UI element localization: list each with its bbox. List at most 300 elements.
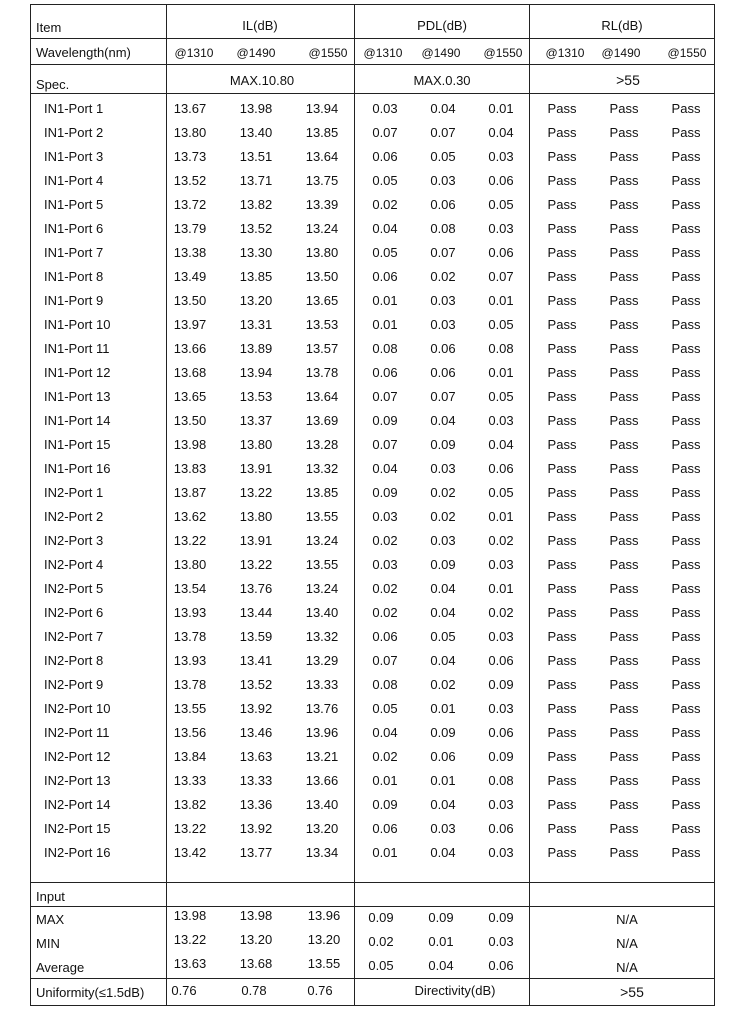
cell-pdl-1490: 0.09 [430,725,456,740]
cell-rl-1550: Pass [671,581,701,596]
cell-pdl-1310: 0.05 [372,173,398,188]
cell-rl-1490: Pass [609,677,639,692]
cell-il-1490: 13.59 [239,629,273,644]
cell-rl-1550: Pass [671,317,701,332]
cell-pdl-1490: 0.07 [430,389,456,404]
cell-pdl-1550: 0.01 [488,581,514,596]
cell-rl-1310: Pass [547,197,577,212]
port-label: IN1-Port 12 [44,365,111,380]
cell-il-1490: 13.33 [239,773,273,788]
cell-il-1550: 13.24 [305,581,339,596]
cell-pdl-1310: 0.07 [372,653,398,668]
cell-rl-1490: Pass [609,653,639,668]
max-pdl-1310: 0.09 [368,910,394,925]
cell-pdl-1490: 0.02 [430,509,456,524]
cell-il-1310: 13.98 [173,437,207,452]
cell-il-1490: 13.80 [239,509,273,524]
port-label: IN1-Port 3 [44,149,104,164]
cell-rl-1310: Pass [547,365,577,380]
cell-il-1490: 13.52 [239,677,273,692]
directivity-value: >55 [620,984,644,1000]
cell-il-1550: 13.57 [305,341,339,356]
cell-pdl-1550: 0.09 [488,749,514,764]
cell-rl-1310: Pass [547,509,577,524]
cell-rl-1310: Pass [547,317,577,332]
cell-rl-1490: Pass [609,245,639,260]
cell-il-1310: 13.50 [173,293,207,308]
cell-pdl-1310: 0.06 [372,149,398,164]
cell-rl-1490: Pass [609,341,639,356]
cell-rl-1550: Pass [671,197,701,212]
cell-pdl-1490: 0.09 [430,557,456,572]
avg-il-1550: 13.55 [307,956,341,971]
cell-il-1490: 13.46 [239,725,273,740]
cell-pdl-1490: 0.06 [430,197,456,212]
cell-rl-1550: Pass [671,221,701,236]
cell-rl-1490: Pass [609,389,639,404]
port-label: IN2-Port 14 [44,797,111,812]
header-spec: Spec. [36,77,70,92]
port-label: IN1-Port 6 [44,221,104,236]
cell-pdl-1550: 0.01 [488,365,514,380]
cell-rl-1310: Pass [547,245,577,260]
port-label: IN2-Port 2 [44,509,104,524]
table-border-right [714,4,715,1006]
cell-pdl-1550: 0.05 [488,197,514,212]
cell-pdl-1490: 0.03 [430,821,456,836]
cell-il-1310: 13.65 [173,389,207,404]
cell-il-1490: 13.92 [239,821,273,836]
cell-il-1490: 13.82 [239,197,273,212]
port-label: IN1-Port 11 [44,341,110,356]
cell-rl-1490: Pass [609,557,639,572]
cell-pdl-1310: 0.01 [372,317,398,332]
cell-rl-1310: Pass [547,461,577,476]
cell-rl-1310: Pass [547,101,577,116]
cell-rl-1490: Pass [609,845,639,860]
cell-il-1550: 13.29 [305,653,339,668]
cell-il-1550: 13.39 [305,197,339,212]
cell-pdl-1310: 0.03 [372,509,398,524]
cell-il-1310: 13.93 [173,605,207,620]
cell-rl-1310: Pass [547,437,577,452]
cell-rl-1550: Pass [671,389,701,404]
cell-rl-1490: Pass [609,749,639,764]
column-divider-pdl [354,4,355,1006]
cell-pdl-1490: 0.07 [430,245,456,260]
cell-rl-1550: Pass [671,677,701,692]
cell-rl-1310: Pass [547,581,577,596]
cell-il-1310: 13.67 [173,101,207,116]
cell-il-1310: 13.62 [173,509,207,524]
cell-il-1550: 13.28 [305,437,339,452]
max-il-1490: 13.98 [239,908,273,923]
cell-il-1310: 13.22 [173,821,207,836]
cell-il-1310: 13.83 [173,461,207,476]
avg-pdl-1310: 0.05 [368,958,394,973]
cell-il-1550: 13.21 [305,749,339,764]
cell-rl-1550: Pass [671,461,701,476]
cell-pdl-1550: 0.03 [488,149,514,164]
cell-pdl-1550: 0.03 [488,629,514,644]
cell-rl-1490: Pass [609,605,639,620]
cell-il-1310: 13.78 [173,677,207,692]
cell-pdl-1550: 0.01 [488,509,514,524]
cell-pdl-1490: 0.04 [430,413,456,428]
cell-pdl-1550: 0.05 [488,389,514,404]
cell-il-1550: 13.69 [305,413,339,428]
cell-il-1490: 13.22 [239,557,273,572]
cell-rl-1490: Pass [609,317,639,332]
max-pdl-1550: 0.09 [488,910,514,925]
cell-rl-1550: Pass [671,845,701,860]
max-il-1310: 13.98 [173,908,207,923]
cell-rl-1490: Pass [609,173,639,188]
cell-pdl-1310: 0.03 [372,557,398,572]
cell-pdl-1550: 0.03 [488,413,514,428]
cell-il-1490: 13.94 [239,365,273,380]
il-wl-1310: @1310 [174,46,214,60]
cell-rl-1550: Pass [671,101,701,116]
cell-pdl-1490: 0.03 [430,533,456,548]
min-rl: N/A [616,936,638,951]
cell-il-1490: 13.20 [239,293,273,308]
cell-il-1490: 13.36 [239,797,273,812]
cell-pdl-1490: 0.08 [430,221,456,236]
cell-rl-1550: Pass [671,701,701,716]
cell-rl-1550: Pass [671,125,701,140]
input-label: Input [36,889,65,904]
cell-pdl-1490: 0.05 [430,149,456,164]
avg-pdl-1550: 0.06 [488,958,514,973]
cell-rl-1490: Pass [609,101,639,116]
cell-rl-1490: Pass [609,149,639,164]
cell-pdl-1550: 0.05 [488,485,514,500]
cell-pdl-1490: 0.04 [430,797,456,812]
cell-pdl-1310: 0.06 [372,821,398,836]
cell-il-1310: 13.68 [173,365,207,380]
cell-rl-1550: Pass [671,749,701,764]
cell-rl-1310: Pass [547,845,577,860]
min-il-1490: 13.20 [239,932,273,947]
cell-il-1310: 13.22 [173,533,207,548]
cell-il-1310: 13.72 [173,197,207,212]
cell-pdl-1310: 0.02 [372,749,398,764]
cell-il-1490: 13.91 [239,461,273,476]
cell-rl-1490: Pass [609,197,639,212]
cell-rl-1550: Pass [671,797,701,812]
cell-il-1310: 13.49 [173,269,207,284]
cell-rl-1550: Pass [671,629,701,644]
cell-il-1310: 13.97 [173,317,207,332]
cell-pdl-1550: 0.03 [488,557,514,572]
cell-pdl-1310: 0.01 [372,773,398,788]
port-label: IN2-Port 16 [44,845,111,860]
cell-rl-1310: Pass [547,725,577,740]
pdl-wl-1310: @1310 [363,46,403,60]
uniformity-il-1550: 0.76 [307,983,333,998]
rl-wl-1310: @1310 [545,46,585,60]
cell-rl-1310: Pass [547,533,577,548]
pdl-wl-1550: @1550 [483,46,523,60]
cell-pdl-1310: 0.01 [372,293,398,308]
cell-rl-1550: Pass [671,341,701,356]
cell-il-1550: 13.53 [305,317,339,332]
cell-pdl-1550: 0.09 [488,677,514,692]
cell-pdl-1490: 0.06 [430,365,456,380]
cell-rl-1550: Pass [671,773,701,788]
column-divider-rl [529,4,530,1006]
cell-il-1490: 13.98 [239,101,273,116]
row-divider-summary [30,906,715,907]
cell-pdl-1490: 0.04 [430,581,456,596]
cell-pdl-1310: 0.07 [372,125,398,140]
cell-rl-1550: Pass [671,485,701,500]
cell-il-1490: 13.77 [239,845,273,860]
cell-pdl-1310: 0.04 [372,461,398,476]
cell-il-1550: 13.24 [305,221,339,236]
avg-il-1310: 13.63 [173,956,207,971]
cell-pdl-1550: 0.03 [488,845,514,860]
cell-rl-1550: Pass [671,293,701,308]
header-rl: RL(dB) [601,18,643,33]
cell-pdl-1490: 0.04 [430,605,456,620]
port-label: IN1-Port 8 [44,269,104,284]
cell-pdl-1490: 0.04 [430,845,456,860]
cell-il-1550: 13.40 [305,605,339,620]
cell-pdl-1310: 0.07 [372,437,398,452]
header-wavelength: Wavelength(nm) [36,45,131,60]
port-label: IN2-Port 1 [44,485,104,500]
rl-wl-1490: @1490 [601,46,641,60]
cell-il-1310: 13.56 [173,725,207,740]
cell-il-1310: 13.66 [173,341,207,356]
cell-rl-1310: Pass [547,125,577,140]
max-rl: N/A [616,912,638,927]
port-label: IN1-Port 10 [44,317,111,332]
cell-il-1490: 13.71 [239,173,273,188]
cell-pdl-1310: 0.02 [372,605,398,620]
cell-pdl-1550: 0.08 [488,773,514,788]
cell-rl-1310: Pass [547,389,577,404]
cell-il-1310: 13.82 [173,797,207,812]
cell-pdl-1310: 0.02 [372,197,398,212]
port-label: IN1-Port 9 [44,293,104,308]
cell-il-1310: 13.38 [173,245,207,260]
cell-il-1550: 13.85 [305,485,339,500]
cell-pdl-1310: 0.07 [372,389,398,404]
cell-rl-1550: Pass [671,269,701,284]
row-divider-spec [30,93,715,94]
cell-il-1490: 13.80 [239,437,273,452]
cell-rl-1310: Pass [547,221,577,236]
port-label: IN2-Port 9 [44,677,104,692]
cell-rl-1490: Pass [609,509,639,524]
cell-il-1490: 13.89 [239,341,273,356]
cell-rl-1310: Pass [547,605,577,620]
min-il-1550: 13.20 [307,932,341,947]
cell-rl-1310: Pass [547,629,577,644]
pdl-spec: MAX.0.30 [413,73,471,88]
cell-il-1550: 13.80 [305,245,339,260]
port-label: IN2-Port 5 [44,581,104,596]
cell-il-1490: 13.91 [239,533,273,548]
cell-il-1490: 13.51 [239,149,273,164]
row-divider-header [30,38,715,39]
header-il: IL(dB) [242,18,278,33]
cell-rl-1310: Pass [547,485,577,500]
cell-il-1550: 13.20 [305,821,339,836]
cell-rl-1310: Pass [547,653,577,668]
cell-pdl-1550: 0.06 [488,173,514,188]
max-label: MAX [36,912,65,927]
cell-rl-1550: Pass [671,149,701,164]
cell-pdl-1490: 0.07 [430,125,456,140]
cell-il-1550: 13.66 [305,773,339,788]
cell-il-1550: 13.55 [305,557,339,572]
cell-pdl-1490: 0.02 [430,485,456,500]
cell-pdl-1550: 0.06 [488,461,514,476]
cell-rl-1310: Pass [547,293,577,308]
cell-il-1550: 13.40 [305,797,339,812]
port-label: IN2-Port 6 [44,605,104,620]
cell-pdl-1550: 0.03 [488,797,514,812]
cell-il-1550: 13.76 [305,701,339,716]
cell-il-1550: 13.34 [305,845,339,860]
cell-rl-1310: Pass [547,701,577,716]
cell-pdl-1550: 0.06 [488,725,514,740]
cell-rl-1490: Pass [609,365,639,380]
port-label: IN1-Port 15 [44,437,111,452]
row-divider-wavelength [30,64,715,65]
cell-il-1550: 13.78 [305,365,339,380]
min-il-1310: 13.22 [173,932,207,947]
pdl-wl-1490: @1490 [421,46,461,60]
avg-rl: N/A [616,960,638,975]
cell-pdl-1490: 0.02 [430,677,456,692]
cell-rl-1490: Pass [609,269,639,284]
cell-il-1490: 13.85 [239,269,273,284]
min-pdl-1550: 0.03 [488,934,514,949]
cell-rl-1310: Pass [547,821,577,836]
cell-pdl-1310: 0.06 [372,269,398,284]
cell-rl-1490: Pass [609,797,639,812]
cell-pdl-1310: 0.08 [372,341,398,356]
cell-il-1310: 13.50 [173,413,207,428]
cell-rl-1550: Pass [671,821,701,836]
cell-rl-1310: Pass [547,173,577,188]
cell-rl-1310: Pass [547,413,577,428]
max-il-1550: 13.96 [307,908,341,923]
cell-pdl-1490: 0.06 [430,749,456,764]
cell-il-1310: 13.42 [173,845,207,860]
cell-pdl-1550: 0.03 [488,701,514,716]
cell-il-1490: 13.63 [239,749,273,764]
cell-pdl-1310: 0.02 [372,581,398,596]
max-pdl-1490: 0.09 [428,910,454,925]
cell-rl-1550: Pass [671,365,701,380]
cell-rl-1490: Pass [609,461,639,476]
cell-rl-1310: Pass [547,749,577,764]
port-label: IN1-Port 2 [44,125,104,140]
cell-rl-1310: Pass [547,269,577,284]
cell-pdl-1310: 0.06 [372,629,398,644]
cell-il-1550: 13.94 [305,101,339,116]
cell-il-1310: 13.84 [173,749,207,764]
rl-spec: >55 [616,72,640,88]
port-label: IN1-Port 7 [44,245,104,260]
cell-pdl-1490: 0.04 [430,653,456,668]
cell-rl-1550: Pass [671,245,701,260]
cell-il-1490: 13.22 [239,485,273,500]
cell-pdl-1550: 0.03 [488,221,514,236]
cell-rl-1550: Pass [671,509,701,524]
cell-il-1490: 13.31 [239,317,273,332]
table-border-left [30,4,31,1006]
il-wl-1550: @1550 [308,46,348,60]
cell-rl-1310: Pass [547,677,577,692]
directivity-label: Directivity(dB) [414,983,496,998]
cell-rl-1490: Pass [609,125,639,140]
cell-pdl-1310: 0.06 [372,365,398,380]
cell-rl-1490: Pass [609,725,639,740]
port-label: IN2-Port 3 [44,533,104,548]
cell-rl-1310: Pass [547,797,577,812]
port-label: IN1-Port 4 [44,173,104,188]
cell-rl-1310: Pass [547,773,577,788]
cell-pdl-1550: 0.02 [488,605,514,620]
cell-pdl-1490: 0.09 [430,437,456,452]
cell-pdl-1550: 0.01 [488,101,514,116]
cell-pdl-1310: 0.04 [372,725,398,740]
cell-rl-1490: Pass [609,581,639,596]
cell-rl-1310: Pass [547,557,577,572]
min-pdl-1310: 0.02 [368,934,394,949]
uniformity-il-1310: 0.76 [171,983,197,998]
port-label: IN2-Port 11 [44,725,110,740]
cell-pdl-1550: 0.04 [488,125,514,140]
cell-rl-1490: Pass [609,821,639,836]
il-wl-1490: @1490 [236,46,276,60]
cell-pdl-1550: 0.07 [488,269,514,284]
cell-il-1550: 13.50 [305,269,339,284]
cell-il-1490: 13.92 [239,701,273,716]
column-divider-il [166,4,167,1006]
cell-rl-1550: Pass [671,173,701,188]
cell-rl-1550: Pass [671,725,701,740]
port-label: IN2-Port 8 [44,653,104,668]
cell-il-1550: 13.96 [305,725,339,740]
cell-il-1490: 13.30 [239,245,273,260]
cell-rl-1490: Pass [609,701,639,716]
port-label: IN1-Port 14 [44,413,111,428]
cell-pdl-1490: 0.04 [430,101,456,116]
cell-il-1310: 13.73 [173,149,207,164]
cell-pdl-1310: 0.01 [372,845,398,860]
uniformity-label: Uniformity(≤1.5dB) [36,985,145,1000]
cell-pdl-1490: 0.03 [430,293,456,308]
cell-pdl-1490: 0.03 [430,461,456,476]
cell-rl-1310: Pass [547,341,577,356]
cell-rl-1490: Pass [609,437,639,452]
cell-pdl-1490: 0.03 [430,317,456,332]
cell-il-1550: 13.75 [305,173,339,188]
cell-rl-1550: Pass [671,653,701,668]
cell-pdl-1310: 0.02 [372,533,398,548]
port-label: IN1-Port 5 [44,197,104,212]
port-label: IN1-Port 13 [44,389,111,404]
uniformity-il-1490: 0.78 [241,983,267,998]
